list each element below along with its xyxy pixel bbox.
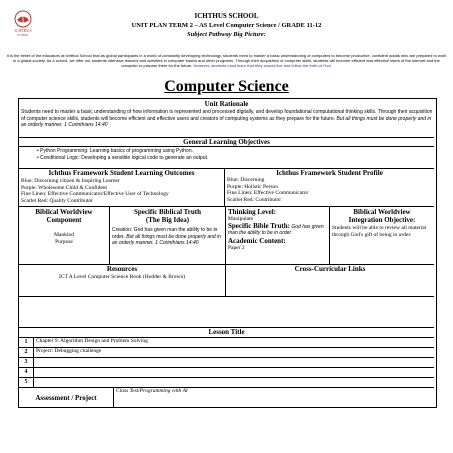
general-objectives-heading: General Learning Objectives xyxy=(19,137,434,146)
plan-line: UNIT PLAN TERM 2 – AS Level Computer Science / GRADE 11-12 xyxy=(131,22,322,29)
page-title: Computer Science xyxy=(164,78,289,95)
objective-item: • Conditional Logic: Developing a sensible logical code to generate an output. xyxy=(37,154,209,161)
intro-paragraph xyxy=(6,53,447,68)
specific-truth: Specific Biblical Truth (The Big Idea) Creation: God has given man the ability to be in order. But all things must be done properly and in an orderly manner. 1 Corinthians 14:40 xyxy=(109,207,225,264)
cross-curricular-content xyxy=(225,273,434,296)
general-objectives-list xyxy=(19,146,434,168)
subject-pathway: Subject Pathway Big Picture: xyxy=(187,31,266,38)
resources-text: ICT A Level Computer Science Book (Hodder & Brown) xyxy=(58,274,186,280)
outcomes-heading: Ichthus Framework Student Learning Outcomes xyxy=(19,168,224,177)
school-name: ICHTHUS SCHOOL xyxy=(194,12,259,20)
thinking-level: Thinking Level: Manipulate Specific Bible Truth: God has given man the ability to be in order. Academic Content: Paper 2 xyxy=(225,207,329,264)
unit-rationale-heading: Unit Rationale xyxy=(204,100,249,108)
cross-curricular-heading: Cross-Curricular Links xyxy=(225,264,434,273)
assessment-value: Class Test/Programming with AI xyxy=(113,388,434,408)
lesson-row: 3 xyxy=(19,357,434,367)
lesson-title-heading: Lesson Title xyxy=(19,327,434,337)
assessment-label: Assessment / Project xyxy=(35,394,97,402)
unit-plan-table xyxy=(18,98,437,408)
resources-heading: Resources xyxy=(19,264,225,273)
assessment-row xyxy=(19,387,434,407)
objective-item: • Python Programming: Learning basics of programming using Python. xyxy=(37,148,193,154)
svg-text:ICHTHUS: ICHTHUS xyxy=(14,28,32,33)
intro-text: It is the belief of the educators at Ichthus School that as global participants in a world of constantly developing technology, students need to master a basic understanding of computers to become productive, confident adults who are prepared to work in a global society. As a school, we offer our students intensive lessons and activities in computer basics and other programs. Through their acquisition of computer skills, students will become efficient and effective users of the internet and the computer to prepare them for the future. xyxy=(6,53,447,68)
lesson-row: 4 xyxy=(19,367,434,377)
integration-objective: Biblical Worldview Integration Objective: Students will be able to review all material through God's gift of being in order. xyxy=(329,207,434,264)
lesson-row: 1 Chapter 9: Algorithm Design and Problem Solving xyxy=(19,337,434,347)
profile-list: Blue: Discerning Purple: Holistic Person Fine Linen: Effective Communicator Scarlet Red: Contributor xyxy=(224,177,434,206)
intro-text-blue: However, students must learn that they should live and follow the truth of God. xyxy=(193,63,332,68)
outcomes-list: Blue: Discerning citizen & Inspiring Learner Purple: Wholesome Child & Confident Fine Linen: Effective Communicator/Effective User of Technology Scarlet Red: Quality Contributor xyxy=(21,178,169,204)
unit-rationale-text: Students need to master a basic understanding of how information is represented and processed digitally, and develop foundational computational thinking skills. Through their acquisition of computer science skills, students will become efficient and effective users and creators of computing systems as they prepare for the future. But all things must be done properly and in an orderly manner. 1 Corinthians 14:40 xyxy=(21,109,433,128)
biblical-component: Biblical Worldview Component Mankind Purpose xyxy=(35,208,93,245)
lesson-row: 5 xyxy=(19,377,434,387)
profile-heading: Ichthus Framework Student Profile xyxy=(224,168,434,177)
lesson-row: 2 Project: Debugging challenge xyxy=(19,347,434,357)
svg-text:SCHOOL: SCHOOL xyxy=(16,33,30,37)
